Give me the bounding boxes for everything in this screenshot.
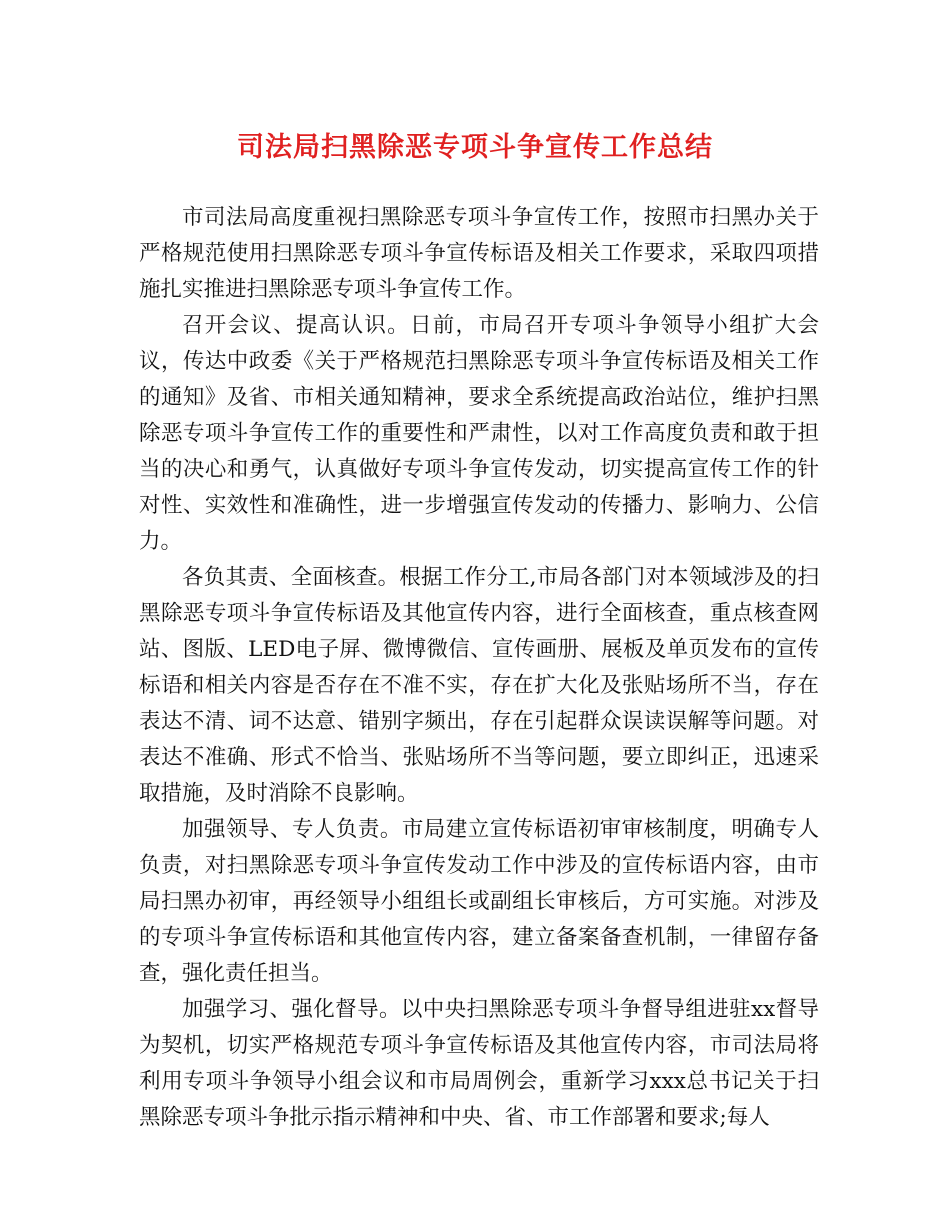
paragraph-meeting: 召开会议、提高认识。日前，市局召开专项斗争领导小组扩大会议，传达中政委《关于严格规范扫黑除恶专项斗争宣传标语及相关工作的通知》及省、市相关通知精神，要求全系统提高政治站位，维护扫黑除恶专项斗争宣传工作的重要性和严肃性，以对工作高度负责和敢于担当的决心和勇气，认真做好专项斗争宣传发动，切实提高宣传工作的针对性、实效性和准确性，进一步增强宣传发动的传播力、影响力、公信力。 — [139, 313, 819, 554]
document-title: 司法局扫黑除恶专项斗争宣传工作总结 — [237, 132, 713, 163]
document-body — [139, 200, 819, 1136]
paragraph-verification: 各负其责、全面核查。根据工作分工,市局各部门对本领域涉及的扫黑除恶专项斗争宣传标语及其他宣传内容，进行全面核查，重点核查网站、图版、LED电子屏、微博微信、宣传画册、展板及单页发布的宣传标语和相关内容是否存在不准不实，存在扩大化及张贴场所不当，存在表达不清、词不达意、错别字频出，存在引起群众误读误解等问题。对表达不准确、形式不恰当、张贴场所不当等问题，要立即纠正，迅速采取措施，及时消除不良影响。 — [139, 565, 819, 806]
paragraph-study: 加强学习、强化督导。以中央扫黑除恶专项斗争督导组进驻xx督导为契机，切实严格规范专项斗争宣传标语及其他宣传内容，市司法局将利用专项斗争领导小组会议和市局周例会，重新学习xxx总书记关于扫黑除恶专项斗争批示指示精神和中央、省、市工作部署和要求;每人 — [139, 997, 819, 1130]
paragraph-leadership: 加强领导、专人负责。市局建立宣传标语初审审核制度，明确专人负责，对扫黑除恶专项斗争宣传发动工作中涉及的宣传标语内容，由市局扫黑办初审，再经领导小组组长或副组长审核后，方可实施。对涉及的专项斗争宣传标语和其他宣传内容，建立备案备查机制，一律留存备查，强化责任担当。 — [139, 817, 819, 986]
paragraph-intro: 市司法局高度重视扫黑除恶专项斗争宣传工作，按照市扫黑办关于严格规范使用扫黑除恶专项斗争宣传标语及相关工作要求，采取四项措施扎实推进扫黑除恶专项斗争宣传工作。 — [139, 205, 819, 302]
